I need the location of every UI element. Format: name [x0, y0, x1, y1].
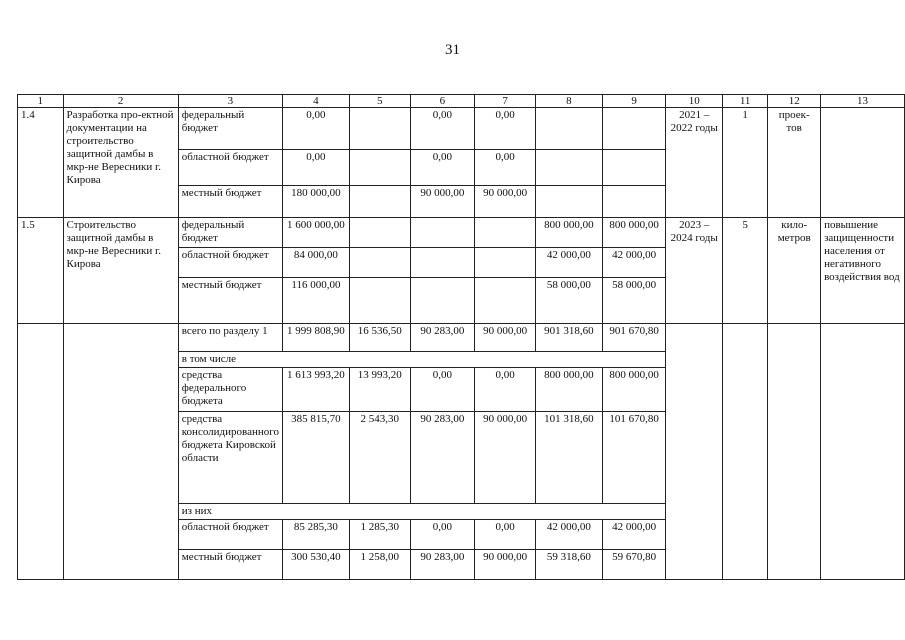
- amount-cell: 90 000,00: [475, 550, 536, 580]
- amount-cell: [475, 248, 536, 278]
- amount-cell: 59 670,80: [602, 550, 666, 580]
- empty-cell: [666, 324, 722, 580]
- amount-cell: 1 285,30: [349, 520, 410, 550]
- item-name: Строительство защитной дамбы в мкр-не Вересники г. Кирова: [63, 218, 178, 324]
- subheading: из них: [178, 504, 666, 520]
- header-cell: 13: [821, 95, 905, 108]
- source-label: местный бюджет: [178, 278, 282, 324]
- amount-cell: 58 000,00: [535, 278, 602, 324]
- amount-cell: 90 283,00: [410, 550, 475, 580]
- source-label: областной бюджет: [178, 150, 282, 186]
- empty-cell: [722, 324, 767, 580]
- header-cell: 7: [475, 95, 536, 108]
- header-cell: 1: [18, 95, 64, 108]
- source-label: всего по разделу 1: [178, 324, 282, 352]
- item-number: 1.4: [18, 108, 64, 218]
- amount-cell: 90 000,00: [410, 186, 475, 218]
- amount-cell: 385 815,70: [282, 412, 349, 504]
- amount-cell: 58 000,00: [602, 278, 666, 324]
- amount-cell: 90 000,00: [475, 412, 536, 504]
- amount-cell: 42 000,00: [535, 248, 602, 278]
- amount-cell: 0,00: [282, 108, 349, 150]
- amount-cell: 0,00: [475, 520, 536, 550]
- amount-cell: 800 000,00: [602, 368, 666, 412]
- amount-cell: 59 318,60: [535, 550, 602, 580]
- amount-cell: 90 000,00: [475, 324, 536, 352]
- amount-cell: 1 258,00: [349, 550, 410, 580]
- amount-cell: 13 993,20: [349, 368, 410, 412]
- amount-cell: 90 000,00: [475, 186, 536, 218]
- amount-cell: 800 000,00: [535, 218, 602, 248]
- quantity-cell: 1: [722, 108, 767, 218]
- source-label: областной бюджет: [178, 248, 282, 278]
- amount-cell: 101 670,80: [602, 412, 666, 504]
- amount-cell: [349, 278, 410, 324]
- header-cell: 8: [535, 95, 602, 108]
- amount-cell: [349, 186, 410, 218]
- period-cell: 2021 – 2022 годы: [666, 108, 722, 218]
- amount-cell: 0,00: [410, 108, 475, 150]
- amount-cell: 16 536,50: [349, 324, 410, 352]
- amount-cell: 901 318,60: [535, 324, 602, 352]
- amount-cell: 0,00: [475, 368, 536, 412]
- amount-cell: 1 613 993,20: [282, 368, 349, 412]
- amount-cell: 0,00: [410, 150, 475, 186]
- amount-cell: 0,00: [410, 520, 475, 550]
- amount-cell: [475, 278, 536, 324]
- header-cell: 5: [349, 95, 410, 108]
- amount-cell: [602, 108, 666, 150]
- amount-cell: [410, 248, 475, 278]
- amount-cell: [349, 108, 410, 150]
- empty-cell: [768, 324, 821, 580]
- header-row: [18, 95, 905, 108]
- amount-cell: 2 543,30: [349, 412, 410, 504]
- amount-cell: 42 000,00: [535, 520, 602, 550]
- empty-cell: [63, 324, 178, 580]
- amount-cell: [602, 150, 666, 186]
- item-name: Разработка про-ектной документации на строительство защитной дамбы в мкр-не Вересники г. Кирова: [63, 108, 178, 218]
- empty-cell: [18, 324, 64, 580]
- source-label: средства федерального бюджета: [178, 368, 282, 412]
- source-label: местный бюджет: [178, 186, 282, 218]
- amount-cell: 0,00: [475, 108, 536, 150]
- source-label: средства консолидированного бюджета Кировской области: [178, 412, 282, 504]
- amount-cell: 116 000,00: [282, 278, 349, 324]
- amount-cell: 800 000,00: [535, 368, 602, 412]
- table-row: [18, 324, 905, 352]
- subheading: в том числе: [178, 352, 666, 368]
- result-cell: повышение защищенности населения от негативного воздействия вод: [821, 218, 905, 324]
- amount-cell: 85 285,30: [282, 520, 349, 550]
- amount-cell: 42 000,00: [602, 248, 666, 278]
- amount-cell: 1 999 808,90: [282, 324, 349, 352]
- header-cell: 6: [410, 95, 475, 108]
- item-number: 1.5: [18, 218, 64, 324]
- header-cell: 4: [282, 95, 349, 108]
- amount-cell: [535, 150, 602, 186]
- amount-cell: [475, 218, 536, 248]
- source-label: местный бюджет: [178, 550, 282, 580]
- header-cell: 2: [63, 95, 178, 108]
- period-cell: 2023 – 2024 годы: [666, 218, 722, 324]
- amount-cell: 901 670,80: [602, 324, 666, 352]
- amount-cell: 0,00: [410, 368, 475, 412]
- amount-cell: [410, 218, 475, 248]
- amount-cell: [602, 186, 666, 218]
- header-cell: 11: [722, 95, 767, 108]
- source-label: областной бюджет: [178, 520, 282, 550]
- amount-cell: [349, 248, 410, 278]
- amount-cell: [410, 278, 475, 324]
- amount-cell: 300 530,40: [282, 550, 349, 580]
- amount-cell: [535, 108, 602, 150]
- unit-cell: проек-тов: [768, 108, 821, 218]
- header-cell: 12: [768, 95, 821, 108]
- header-cell: 3: [178, 95, 282, 108]
- table-row: [18, 108, 905, 150]
- empty-cell: [821, 324, 905, 580]
- source-label: федеральный бюджет: [178, 218, 282, 248]
- quantity-cell: 5: [722, 218, 767, 324]
- header-cell: 9: [602, 95, 666, 108]
- budget-table: [17, 94, 905, 580]
- page-number: 31: [445, 42, 460, 58]
- amount-cell: 0,00: [282, 150, 349, 186]
- amount-cell: 0,00: [475, 150, 536, 186]
- amount-cell: [349, 150, 410, 186]
- amount-cell: 180 000,00: [282, 186, 349, 218]
- amount-cell: 101 318,60: [535, 412, 602, 504]
- amount-cell: 1 600 000,00: [282, 218, 349, 248]
- amount-cell: [535, 186, 602, 218]
- header-cell: 10: [666, 95, 722, 108]
- amount-cell: 800 000,00: [602, 218, 666, 248]
- amount-cell: 90 283,00: [410, 324, 475, 352]
- amount-cell: 42 000,00: [602, 520, 666, 550]
- source-label: федеральный бюджет: [178, 108, 282, 150]
- table-row: [18, 218, 905, 248]
- result-cell: [821, 108, 905, 218]
- amount-cell: 90 283,00: [410, 412, 475, 504]
- amount-cell: 84 000,00: [282, 248, 349, 278]
- amount-cell: [349, 218, 410, 248]
- unit-cell: кило-метров: [768, 218, 821, 324]
